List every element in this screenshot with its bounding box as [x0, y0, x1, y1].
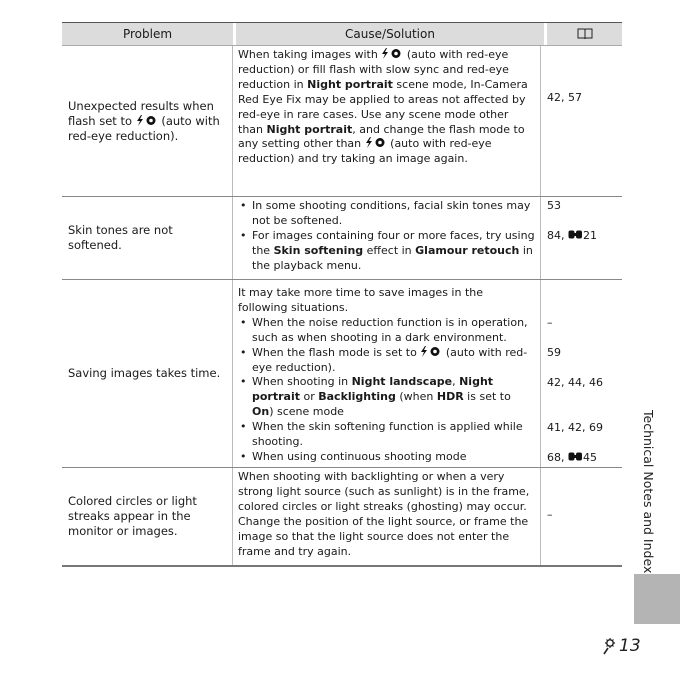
reference-cell	[541, 468, 622, 565]
intro-text: It may take more time to save images in the following situations.	[238, 286, 484, 314]
flash-red-eye-icon	[420, 346, 442, 357]
page-reference: 59	[547, 346, 561, 359]
reference-cell	[541, 197, 622, 279]
flash-red-eye-icon	[381, 48, 403, 59]
flash-red-eye-icon	[136, 115, 158, 126]
bullet-item: • When the noise reduction function is in operation, such as when shooting in a dark environment.	[238, 316, 535, 346]
bullet-item: • When using continuous shooting mode	[238, 450, 535, 465]
page-reference: 41, 42, 69	[547, 421, 603, 434]
page-reference: –	[547, 316, 553, 329]
troubleshooting-table	[62, 22, 622, 567]
cause-cell	[233, 197, 541, 279]
reference-cell	[541, 46, 622, 196]
section-tab	[634, 574, 680, 624]
reference-section-icon	[568, 452, 583, 461]
page-reference: –	[547, 508, 553, 521]
page-reference: 53	[547, 199, 561, 212]
table-row	[62, 197, 622, 280]
table-header	[62, 23, 622, 46]
page-number: 13	[602, 636, 641, 656]
bullet-item: • In some shooting conditions, facial skin tones may not be softened.	[238, 199, 535, 229]
header-cause-solution: Cause/Solution	[236, 23, 547, 45]
reference-cell	[541, 280, 622, 467]
cause-cell: When shooting with backlighting or when a very strong light source (such as sunlight) is in the frame, colored circles or light streaks (ghosting) may occur. Change the position of the light source, or frame the image so that the light source does not enter the frame and try again.	[233, 468, 541, 565]
page-reference: 84, 21	[547, 229, 597, 242]
page-reference: 68, 45	[547, 451, 597, 464]
table-row	[62, 468, 622, 565]
bullet-item: • When shooting in Night landscape, Night portrait or Backlighting (when HDR is set to On) scene mode	[238, 375, 535, 420]
bullet-item: • When the skin softening function is applied while shooting.	[238, 420, 535, 450]
flash-red-eye-icon	[365, 137, 387, 148]
problem-cell: Colored circles or light streaks appear in the monitor or images.	[62, 468, 233, 565]
table-row	[62, 46, 622, 197]
problem-cell: Skin tones are not softened.	[62, 197, 233, 279]
page-reference: 42, 57	[547, 91, 582, 104]
table-row	[62, 280, 622, 468]
reference-section-icon	[568, 230, 583, 239]
problem-cell: Unexpected results when flash set to (auto with red-eye reduction).	[62, 46, 233, 196]
header-problem: Problem	[62, 23, 236, 45]
header-reference	[547, 23, 622, 45]
cause-cell: When taking images with (auto with red-eye reduction) or fill flash with slow sync and red-eye reduction in Night portrait scene mode, In-Camera Red Eye Fix may be applied to areas not affected by red-eye in rare cases. Use any scene mode other than Night portrait, and change the flash mode to any setting other than (auto with red-eye reduction) and try taking an image again.	[233, 46, 541, 196]
page-reference: 42, 44, 46	[547, 376, 603, 389]
section-side-label: Technical Notes and Index	[641, 410, 656, 574]
technical-notes-icon	[602, 637, 618, 655]
problem-cell: Saving images takes time.	[62, 280, 233, 467]
bullet-item: • For images containing four or more faces, try using the Skin softening effect in Glamour retouch in the playback menu.	[238, 229, 535, 274]
bullet-item: • When the flash mode is set to (auto with red-eye reduction).	[238, 346, 535, 376]
book-icon	[577, 28, 593, 40]
cause-cell	[233, 280, 541, 467]
